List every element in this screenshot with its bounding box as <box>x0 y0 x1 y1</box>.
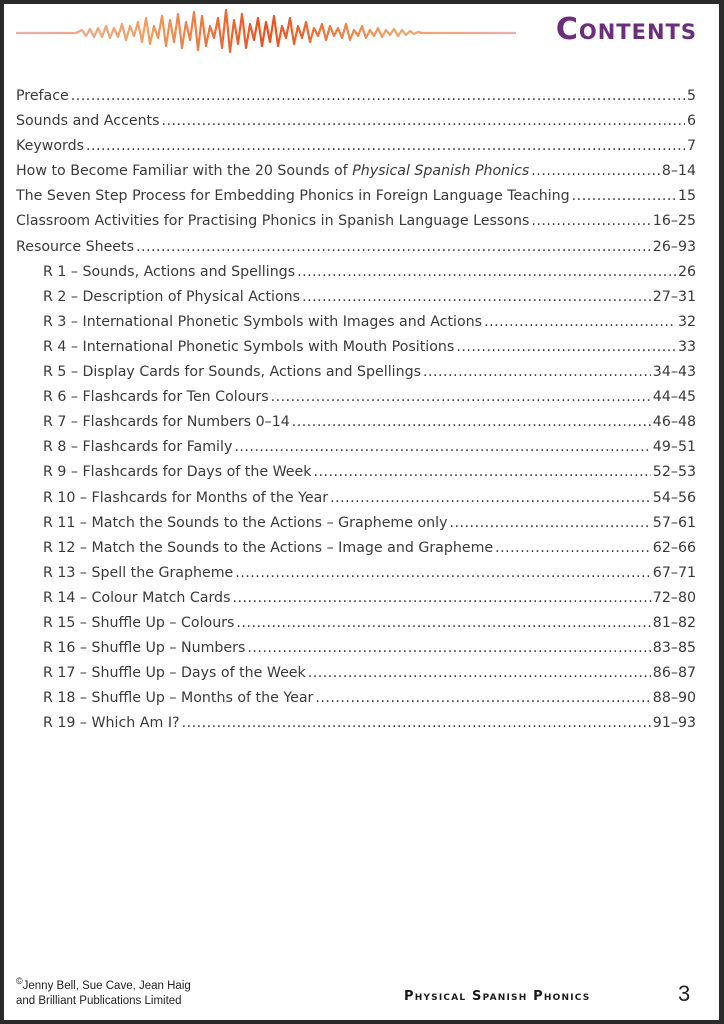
toc-entry-label <box>43 414 290 430</box>
toc-entry-text: The Seven Step Process for Embedding Phonics in Foreign Language Teaching <box>16 188 570 205</box>
dot-leader <box>271 389 651 405</box>
toc-entry-page: 54–56 <box>652 489 696 506</box>
dot-leader <box>182 715 651 731</box>
toc-entry-page: 81–82 <box>652 614 696 631</box>
toc-entry[interactable] <box>16 339 696 364</box>
page-title: Contents <box>555 12 697 47</box>
toc-entry[interactable] <box>16 239 696 264</box>
toc-entry-label <box>16 239 134 255</box>
toc-entry-page: 49–51 <box>652 439 696 456</box>
toc-entry-text: R 18 – Shuffle Up – Months of the Year <box>43 690 314 707</box>
toc-entry[interactable] <box>16 314 696 339</box>
toc-entry-text: R 4 – International Phonetic Symbols with Mouth Positions <box>43 338 455 355</box>
toc-entry-label <box>43 339 454 355</box>
toc-entry-text: R 2 – Description of Physical Actions <box>43 288 301 305</box>
toc-entry-label <box>16 213 529 229</box>
toc-entry-text: R 1 – Sounds, Actions and Spellings <box>43 263 296 280</box>
toc-entry-label <box>16 88 69 104</box>
toc-entry-page: 83–85 <box>652 640 696 657</box>
toc-entry[interactable] <box>16 515 696 540</box>
toc-entry-page: 33 <box>677 338 696 355</box>
toc-entry[interactable] <box>16 439 696 464</box>
toc-entry-page: 72–80 <box>652 589 696 606</box>
toc-entry[interactable] <box>16 163 696 188</box>
toc-entry-text: R 8 – Flashcards for Family <box>43 439 233 456</box>
toc-entry-page: 6 <box>686 113 696 130</box>
page-header <box>4 4 719 60</box>
toc-entry-text: How to Become Familiar with the 20 Sounds of <box>16 163 353 180</box>
toc-entry-page: 86–87 <box>652 665 696 682</box>
dot-leader <box>297 264 676 280</box>
dot-leader <box>235 565 651 581</box>
dot-leader <box>450 515 651 531</box>
toc-entry-text: Resource Sheets <box>16 238 134 255</box>
toc-entry[interactable] <box>16 715 696 740</box>
toc-entry-label <box>16 138 84 154</box>
dot-leader <box>313 464 650 480</box>
toc-entry[interactable] <box>16 490 696 515</box>
toc-entry-page: 91–93 <box>652 715 696 732</box>
toc-entry-label <box>43 314 482 330</box>
toc-entry-text: R 9 – Flashcards for Days of the Week <box>43 464 312 481</box>
copyright-notice <box>16 974 191 1009</box>
toc-entry-page: 62–66 <box>652 539 696 556</box>
dot-leader <box>232 590 650 606</box>
copyright-line-1: Jenny Bell, Sue Cave, Jean Haig <box>22 979 191 992</box>
page <box>4 4 719 1020</box>
toc-entry[interactable] <box>16 590 696 615</box>
toc-entry-label <box>16 188 570 204</box>
toc-entry-page: 52–53 <box>652 464 696 481</box>
toc-entry-page: 27–31 <box>652 288 696 305</box>
dot-leader <box>302 289 651 305</box>
toc-entry-page: 26–93 <box>652 238 696 255</box>
toc-entry[interactable] <box>16 364 696 389</box>
dot-leader <box>71 88 685 104</box>
toc-entry-page: 15 <box>677 188 696 205</box>
toc-entry-label <box>16 163 529 179</box>
toc-entry-label <box>43 690 313 706</box>
sound-wave-icon <box>16 4 516 60</box>
toc-entry-label <box>43 590 230 606</box>
toc-entry[interactable] <box>16 414 696 439</box>
toc-entry[interactable] <box>16 213 696 238</box>
dot-leader <box>484 314 676 330</box>
toc-entry-text: R 12 – Match the Sounds to the Actions – Image and Grapheme <box>43 539 494 556</box>
toc-entry[interactable] <box>16 565 696 590</box>
toc-entry[interactable] <box>16 464 696 489</box>
toc-entry-label <box>43 439 232 455</box>
toc-entry-page: 46–48 <box>652 414 696 431</box>
toc-entry-label <box>43 640 245 656</box>
copyright-line-2: and Brilliant Publications Limited <box>16 994 182 1007</box>
dot-leader <box>236 615 650 631</box>
toc-entry-text: R 7 – Flashcards for Numbers 0–14 <box>43 414 290 431</box>
toc-entry-text: R 19 – Which Am I? <box>43 715 180 732</box>
toc-entry-page: 88–90 <box>652 690 696 707</box>
toc-entry-label <box>43 289 300 305</box>
toc-entry-label <box>43 464 311 480</box>
toc-entry-page: 26 <box>677 263 696 280</box>
toc-entry-label <box>43 364 421 380</box>
dot-leader <box>315 690 650 706</box>
toc-entry-text: R 16 – Shuffle Up – Numbers <box>43 640 246 657</box>
toc-entry-label <box>43 490 328 506</box>
dot-leader <box>292 414 651 430</box>
toc-entry-text: Classroom Activities for Practising Phonics in Spanish Language Lessons <box>16 213 530 230</box>
toc-entry[interactable] <box>16 690 696 715</box>
toc-entry[interactable] <box>16 138 696 163</box>
toc-entry-text: R 14 – Colour Match Cards <box>43 589 231 606</box>
dot-leader <box>572 188 676 204</box>
table-of-contents <box>16 88 696 740</box>
dot-leader <box>136 239 651 255</box>
toc-entry[interactable] <box>16 540 696 565</box>
toc-entry-label <box>43 615 234 631</box>
dot-leader <box>531 213 650 229</box>
toc-entry-text: R 3 – International Phonetic Symbols with Images and Actions <box>43 313 483 330</box>
toc-entry-page: 8–14 <box>661 163 696 180</box>
toc-entry-text: Sounds and Accents <box>16 113 160 130</box>
toc-entry[interactable] <box>16 113 696 138</box>
toc-entry-label <box>43 540 493 556</box>
dot-leader <box>86 138 685 154</box>
toc-entry-text: Keywords <box>16 138 84 155</box>
toc-entry[interactable] <box>16 640 696 665</box>
toc-entry-page: 16–25 <box>652 213 696 230</box>
page-number: 3 <box>678 981 691 1006</box>
dot-leader <box>423 364 651 380</box>
dot-leader <box>308 665 651 681</box>
toc-entry-label <box>43 264 295 280</box>
dot-leader <box>247 640 650 656</box>
dot-leader <box>234 439 650 455</box>
toc-entry-page: 34–43 <box>652 364 696 381</box>
toc-entry-page: 44–45 <box>652 389 696 406</box>
toc-entry-text: R 5 – Display Cards for Sounds, Actions and Spellings <box>43 364 421 381</box>
toc-entry-text: R 17 – Shuffle Up – Days of the Week <box>43 665 306 682</box>
dot-leader <box>162 113 685 129</box>
toc-entry-page: 32 <box>677 313 696 330</box>
toc-entry-label <box>43 565 233 581</box>
toc-entry[interactable] <box>16 289 696 314</box>
toc-entry[interactable] <box>16 264 696 289</box>
toc-entry-page: 5 <box>686 88 696 104</box>
toc-entry-text: Preface <box>16 88 69 104</box>
dot-leader <box>330 490 651 506</box>
toc-entry-label <box>43 715 180 731</box>
toc-entry[interactable] <box>16 389 696 414</box>
book-title: Physical Spanish Phonics <box>404 989 591 1004</box>
dot-leader <box>531 163 660 179</box>
toc-entry[interactable] <box>16 188 696 213</box>
dot-leader <box>495 540 651 556</box>
toc-entry-label <box>43 665 306 681</box>
toc-entry-italic-text: Physical Spanish Phonics <box>352 163 530 180</box>
toc-entry-label <box>43 389 269 405</box>
toc-entry-text: R 6 – Flashcards for Ten Colours <box>43 389 269 406</box>
toc-entry-label <box>16 113 160 129</box>
toc-entry[interactable] <box>16 615 696 640</box>
toc-entry[interactable] <box>16 88 696 113</box>
toc-entry-text: R 15 – Shuffle Up – Colours <box>43 614 235 631</box>
dot-leader <box>456 339 676 355</box>
toc-entry-page: 67–71 <box>652 564 696 581</box>
copyright-symbol: © <box>16 976 23 986</box>
toc-entry-label <box>43 515 448 531</box>
toc-entry-page: 7 <box>686 138 696 155</box>
toc-entry-page: 57–61 <box>652 514 696 531</box>
toc-entry[interactable] <box>16 665 696 690</box>
toc-entry-text: R 10 – Flashcards for Months of the Year <box>43 489 329 506</box>
toc-entry-text: R 13 – Spell the Grapheme <box>43 564 234 581</box>
toc-entry-text: R 11 – Match the Sounds to the Actions – Grapheme only <box>43 514 448 531</box>
